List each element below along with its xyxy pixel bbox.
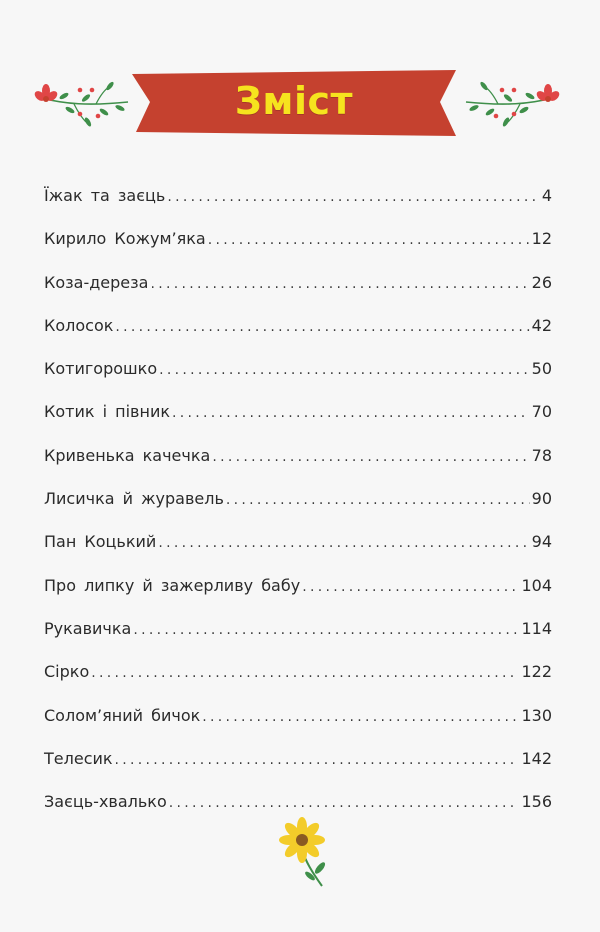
- toc-entry-title: Солом’яний бичок: [44, 705, 201, 725]
- dot-leader: [169, 782, 520, 825]
- toc-entry[interactable]: [44, 564, 552, 607]
- toc-entry[interactable]: [44, 694, 552, 737]
- dot-leader: [302, 566, 519, 609]
- toc-entry-title: Коза-дереза: [44, 272, 149, 292]
- toc-entry[interactable]: [44, 174, 552, 217]
- dot-leader: [150, 263, 529, 306]
- dot-leader: [202, 696, 519, 739]
- toc-entry-title: Телесик: [44, 748, 113, 768]
- dot-leader: [208, 219, 530, 262]
- toc-entry[interactable]: [44, 347, 552, 390]
- toc-entry-page: 26: [531, 272, 552, 292]
- dot-leader: [115, 306, 529, 349]
- dot-leader: [212, 436, 529, 479]
- toc-entry-page: 94: [531, 532, 552, 552]
- yellow-flower-icon: [276, 810, 336, 890]
- toc-entry-page: 114: [521, 618, 552, 638]
- toc-entry-title: Котигорошко: [44, 359, 158, 379]
- toc-entry-page: 142: [521, 748, 552, 768]
- page-title: Зміст: [234, 79, 354, 123]
- toc-entry-page: 130: [521, 705, 552, 725]
- toc-entry[interactable]: [44, 261, 552, 304]
- toc-entry-page: 156: [521, 792, 552, 812]
- toc-entry-title: Котик і півник: [44, 402, 171, 422]
- floral-sprig-left-icon: [34, 78, 132, 130]
- header: [0, 60, 600, 140]
- toc-entry-title: Пан Коцький: [44, 532, 157, 552]
- toc-entry-title: Лисичка й журавель: [44, 489, 224, 509]
- toc-entry-page: 104: [521, 575, 552, 595]
- toc-entry[interactable]: [44, 737, 552, 780]
- dot-leader: [115, 739, 520, 782]
- dot-leader: [158, 522, 529, 565]
- toc-entry[interactable]: [44, 434, 552, 477]
- table-of-contents: [44, 174, 552, 823]
- toc-entry-page: 4: [541, 186, 552, 205]
- toc-entry[interactable]: [44, 607, 552, 650]
- toc-entry-title: Сірко: [44, 662, 90, 682]
- toc-entry-page: 70: [531, 402, 552, 422]
- toc-entry-page: 12: [531, 229, 552, 249]
- dot-leader: [226, 479, 530, 522]
- toc-entry-title: Колосок: [44, 315, 114, 335]
- toc-entry-page: 78: [531, 445, 552, 465]
- dot-leader: [172, 392, 530, 435]
- dot-leader: [91, 652, 519, 695]
- dot-leader: [167, 176, 540, 219]
- toc-entry[interactable]: [44, 520, 552, 563]
- toc-entry-title: Їжак та заєць: [44, 186, 166, 205]
- toc-entry-title: Заєць-хвалько: [44, 792, 167, 812]
- toc-entry-title: Кривенька качечка: [44, 445, 211, 465]
- toc-entry-title: Про липку й зажерливу бабу: [44, 575, 301, 595]
- toc-entry-title: Кирило Кожум’яка: [44, 229, 206, 249]
- toc-entry-page: 42: [531, 315, 552, 335]
- toc-entry-page: 122: [521, 662, 552, 682]
- toc-entry[interactable]: [44, 390, 552, 433]
- toc-entry-page: 90: [531, 489, 552, 509]
- dot-leader: [133, 609, 519, 652]
- toc-entry[interactable]: [44, 217, 552, 260]
- floral-sprig-right-icon: [462, 78, 560, 130]
- toc-entry[interactable]: [44, 650, 552, 693]
- toc-entry[interactable]: [44, 304, 552, 347]
- toc-entry-title: Рукавичка: [44, 618, 132, 638]
- toc-entry[interactable]: [44, 477, 552, 520]
- dot-leader: [159, 349, 530, 392]
- toc-entry-page: 50: [531, 359, 552, 379]
